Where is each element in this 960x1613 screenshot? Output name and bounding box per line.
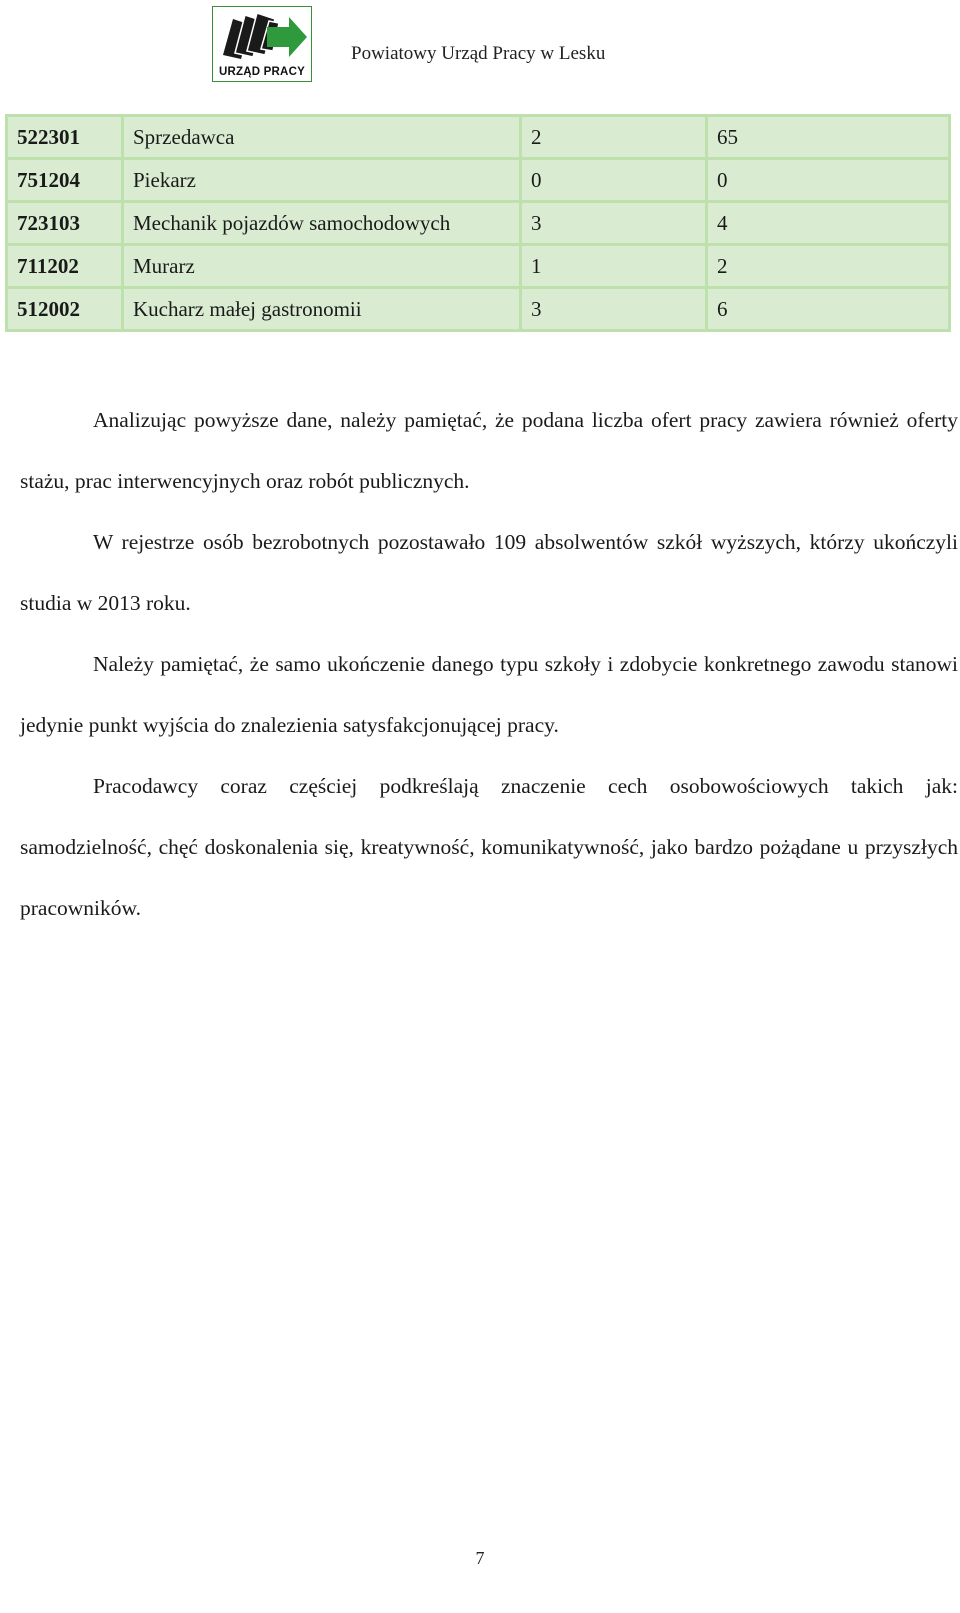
table-row (7, 288, 950, 331)
occupation-code: 751204 (7, 159, 123, 202)
office-name: Powiatowy Urząd Pracy w Lesku (351, 43, 606, 64)
logo-text: URZĄD PRACY (219, 66, 305, 78)
occupation-code: 711202 (7, 245, 123, 288)
value-a: 2 (521, 116, 707, 159)
page-number: 7 (475, 1548, 485, 1568)
occupation-name: Kucharz małej gastronomii (123, 288, 521, 331)
paragraph: Analizując powyższe dane, należy pamiętać, że podana liczba ofert pracy zawiera również oferty stażu, prac interwencyjnych oraz robót publicznych. (20, 408, 958, 493)
value-b: 65 (707, 116, 950, 159)
paragraph: Należy pamiętać, że samo ukończenie danego typu szkoły i zdobycie konkretnego zawodu stanowi jedynie punkt wyjścia do znalezienia satysfakcjonującej pracy. (20, 652, 958, 737)
value-a: 0 (521, 159, 707, 202)
value-b: 2 (707, 245, 950, 288)
value-b: 0 (707, 159, 950, 202)
occupation-name: Sprzedawca (123, 116, 521, 159)
urzad-pracy-logo (212, 6, 312, 82)
paragraph: Pracodawcy coraz częściej podkreślają znaczenie cech osobowościowych takich jak: samodzielność, chęć doskonalenia się, kreatywność, komunikatywność, jako bardzo pożądane u przyszłych pracowników. (20, 774, 958, 920)
occupation-name: Mechanik pojazdów samochodowych (123, 202, 521, 245)
occupations-table (5, 114, 951, 332)
logo-graphic-icon (217, 9, 309, 61)
table-row (7, 245, 950, 288)
table-row (7, 202, 950, 245)
paragraph: W rejestrze osób bezrobotnych pozostawało 109 absolwentów szkół wyższych, którzy ukończyli studia w 2013 roku. (20, 530, 958, 615)
table-row (7, 159, 950, 202)
value-a: 3 (521, 288, 707, 331)
occupation-code: 723103 (7, 202, 123, 245)
value-b: 6 (707, 288, 950, 331)
value-a: 3 (521, 202, 707, 245)
occupation-code: 522301 (7, 116, 123, 159)
body-text (20, 390, 958, 939)
occupation-code: 512002 (7, 288, 123, 331)
occupation-name: Piekarz (123, 159, 521, 202)
table-row (7, 116, 950, 159)
value-a: 1 (521, 245, 707, 288)
page-header (0, 0, 960, 100)
occupation-name: Murarz (123, 245, 521, 288)
value-b: 4 (707, 202, 950, 245)
